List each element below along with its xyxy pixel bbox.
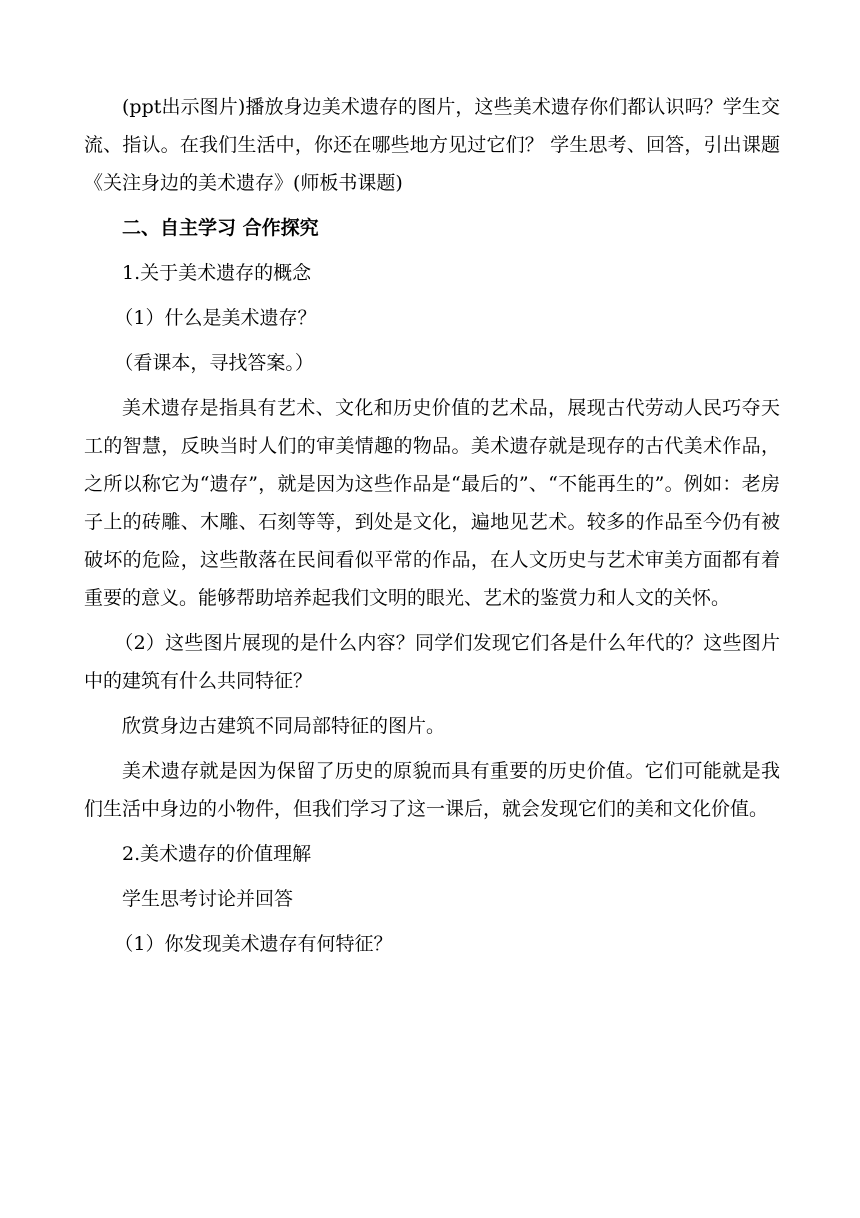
document-page xyxy=(84,88,780,970)
paragraph-discussion: 学生思考讨论并回答 xyxy=(122,888,294,910)
paragraph-intro: (ppt出示图片)播放身边美术遗存的图片，这些美术遗存你们都认识吗？学生交流、指认。在我们生活中，你还在哪些地方见过它们？ 学生思考、回答，引出课题《关注身边的美术遗存》(师板书课题) xyxy=(84,96,780,194)
question-3: （1）你发现美术遗存有何特征？ xyxy=(114,933,393,955)
subsection-title-1: 1.关于美术遗存的概念 xyxy=(122,262,312,284)
section-heading: 二、自主学习 合作探究 xyxy=(122,217,319,239)
subsection-title-2: 2.美术遗存的价值理解 xyxy=(122,843,312,865)
instruction: （看课本，寻找答案。） xyxy=(114,352,314,374)
question-2: （2）这些图片展现的是什么内容？同学们发现它们各是什么年代的？这些图片中的建筑有什么共同特征？ xyxy=(84,632,780,692)
paragraph-appreciation: 欣赏身边古建筑不同局部特征的图片。 xyxy=(122,715,446,737)
paragraph-definition: 美术遗存是指具有艺术、文化和历史价值的艺术品，展现古代劳动人民巧夺天工的智慧，反映当时人们的审美情趣的物品。美术遗存就是现存的古代美术作品，之所以称它为“遗存”，就是因为这些作品是“最后的”、“不能再生的”。例如：老房子上的砖雕、木雕、石刻等等，到处是文化，遍地见艺术。较多的作品至今仍有被破坏的危险，这些散落在民间看似平常的作品，在人文历史与艺术审美方面都有着重要的意义。能够帮助培养起我们文明的眼光、艺术的鉴赏力和人文的关怀。 xyxy=(84,397,780,609)
paragraph-value: 美术遗存就是因为保留了历史的原貌而具有重要的历史价值。它们可能就是我们生活中身边的小物件，但我们学习了这一课后，就会发现它们的美和文化价值。 xyxy=(84,760,780,820)
question-1: （1）什么是美术遗存？ xyxy=(114,307,317,329)
